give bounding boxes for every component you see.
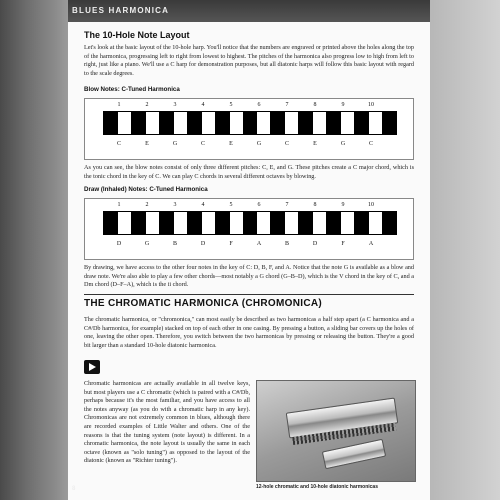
blow-note: C — [284, 141, 289, 147]
hole-3 — [174, 212, 188, 234]
hole-number: 6 — [257, 102, 261, 108]
hole-number: 10 — [368, 202, 374, 208]
blow-note: E — [313, 141, 317, 147]
hole-8 — [313, 212, 327, 234]
section-title-chromatic: THE CHROMATIC HARMONICA (CHROMONICA) — [84, 298, 322, 309]
hole-10 — [369, 112, 383, 134]
hole-number: 9 — [341, 202, 345, 208]
hole-1 — [118, 212, 132, 234]
hole-spacer — [383, 212, 396, 234]
hole-spacer — [216, 212, 230, 234]
chromatic-harmonica-image — [286, 397, 399, 438]
hole-number: 1 — [117, 102, 121, 108]
hole-number: 6 — [257, 202, 261, 208]
blow-note: C — [200, 141, 205, 147]
blow-note: G — [340, 141, 346, 147]
hole-5 — [230, 212, 244, 234]
hole-1 — [118, 112, 132, 134]
blow-note: G — [172, 141, 178, 147]
hole-spacer — [383, 112, 396, 134]
hole-spacer — [299, 212, 313, 234]
page-number: 8 — [72, 486, 76, 492]
hole-number: 5 — [229, 102, 233, 108]
hole-2 — [146, 112, 160, 134]
hole-spacer — [299, 112, 313, 134]
hole-2 — [146, 212, 160, 234]
hole-number: 8 — [313, 202, 317, 208]
draw-notes-paragraph: By drawing, we have access to the other four notes in the key of C: D, B, F, and A. Notice that the note G is available as a blow and draw note. We're also able to play a few other chords—most notably a G chord (G–B–D), which is the V chord in the key of C, and a Dm chord (D–F–A), which is the ii chord. — [84, 264, 414, 288]
hole-number: 9 — [341, 102, 345, 108]
hole-6 — [257, 212, 271, 234]
photo-caption: 12-hole chromatic and 10-hole diatonic harmonicas — [256, 484, 378, 490]
harmonicas-photo — [256, 380, 416, 482]
hole-spacer — [132, 112, 146, 134]
hole-spacer — [132, 212, 146, 234]
hole-number: 1 — [117, 202, 121, 208]
hole-number: 10 — [368, 102, 374, 108]
hole-spacer — [104, 212, 118, 234]
hole-number: 3 — [173, 202, 177, 208]
intro-paragraph: Let's look at the basic layout of the 10-hole harp. You'll notice that the numbers are engraved or printed above the holes along the top of the harmonica, progressing left to right from lowest to highest. The pitches of the harmonica also progress low to high from left to right, just like a piano. We'll use a C harp for demonstration purposes, but all diatonic harps will follow this basic layout with regard to the scale degrees. — [84, 44, 414, 77]
hole-spacer — [160, 212, 174, 234]
hole-spacer — [244, 212, 258, 234]
hole-5 — [230, 112, 244, 134]
hole-number: 2 — [145, 102, 149, 108]
hole-spacer — [271, 112, 285, 134]
diatonic-harmonica-image — [322, 439, 386, 469]
hole-number: 4 — [201, 202, 205, 208]
blow-note: C — [116, 141, 121, 147]
section-divider — [84, 294, 414, 295]
section-title-note-layout: The 10-Hole Note Layout — [84, 30, 190, 40]
draw-note: D — [116, 241, 122, 247]
hole-number: 4 — [201, 102, 205, 108]
draw-note: D — [312, 241, 318, 247]
hole-9 — [341, 112, 355, 134]
draw-note: B — [284, 241, 289, 247]
hole-9 — [341, 212, 355, 234]
hole-10 — [369, 212, 383, 234]
hole-number: 7 — [285, 102, 289, 108]
hole-spacer — [160, 112, 174, 134]
left-decorative-band — [0, 0, 68, 500]
hole-7 — [285, 212, 299, 234]
blow-notes-paragraph: As you can see, the blow notes consist of only three different pitches: C, E, and G. These pitches create a C major chord, which is the tonic chord in the key of C. We can play C chords in several different octaves by blowing. — [84, 164, 414, 180]
hole-spacer — [355, 112, 369, 134]
right-decorative-band — [430, 0, 500, 500]
audio-play-button[interactable] — [84, 360, 100, 374]
hole-spacer — [327, 112, 341, 134]
hole-spacer — [244, 112, 258, 134]
hole-number: 5 — [229, 202, 233, 208]
harp-holes-row — [103, 111, 397, 135]
hole-spacer — [271, 212, 285, 234]
hole-8 — [313, 112, 327, 134]
blow-note: G — [256, 141, 262, 147]
hole-spacer — [355, 212, 369, 234]
hole-spacer — [216, 112, 230, 134]
draw-note: F — [229, 241, 233, 247]
blow-notes-diagram — [84, 98, 414, 160]
chromatic-column-paragraph: Chromatic harmonicas are actually available in all twelve keys, but most players use a C chromatic (which is paired with a C#/Db, perhaps because it's the most familiar, and you have access to all the notes anyway (as you do with a chromatic harp in any key). Chromonicas are not extremely common in blues, although there are recorded examples of Little Walter and others. One of the reasons is that the tuning system (note layout) is different. In a chromatic harmonica, the note layout is usually the same in each octave (known as "solo tuning") as opposed to the layout of the diatonic (known as "Richter tuning"). — [84, 380, 250, 465]
draw-note: B — [172, 241, 177, 247]
hole-number: 8 — [313, 102, 317, 108]
hole-spacer — [188, 212, 202, 234]
draw-note: F — [341, 241, 345, 247]
blow-notes-label: Blow Notes: C-Tuned Harmonica — [84, 86, 180, 93]
draw-notes-diagram — [84, 198, 414, 260]
hole-4 — [202, 112, 216, 134]
hole-number: 2 — [145, 202, 149, 208]
running-header: BLUES HARMONICA — [72, 6, 170, 15]
hole-6 — [257, 112, 271, 134]
hole-spacer — [104, 112, 118, 134]
draw-note: D — [200, 241, 206, 247]
hole-3 — [174, 112, 188, 134]
draw-note: A — [256, 241, 262, 247]
hole-number: 3 — [173, 102, 177, 108]
harp-holes-row — [103, 211, 397, 235]
page-content — [68, 22, 430, 500]
hole-spacer — [327, 212, 341, 234]
blow-note: E — [145, 141, 149, 147]
hole-7 — [285, 112, 299, 134]
draw-note: G — [144, 241, 150, 247]
chromatic-intro-paragraph: The chromatic harmonica, or "chromonica," can most easily be described as two harmonicas a half step apart (a C harmonica and a C#/Db harmonica, for example) stacked on top of each other in one casing. By pressing a button, a sliding bar covers up the holes of one, leaving the other open. Therefore, you switch between the two harmonicas by pressing or releasing the button. They're a good bit larger than a standard 10-hole diatonic harmonica. — [84, 316, 414, 349]
hole-spacer — [188, 112, 202, 134]
hole-number: 7 — [285, 202, 289, 208]
hole-4 — [202, 212, 216, 234]
draw-notes-label: Draw (Inhaled) Notes: C-Tuned Harmonica — [84, 186, 208, 193]
draw-note: A — [368, 241, 374, 247]
blow-note: E — [229, 141, 233, 147]
blow-note: C — [368, 141, 373, 147]
